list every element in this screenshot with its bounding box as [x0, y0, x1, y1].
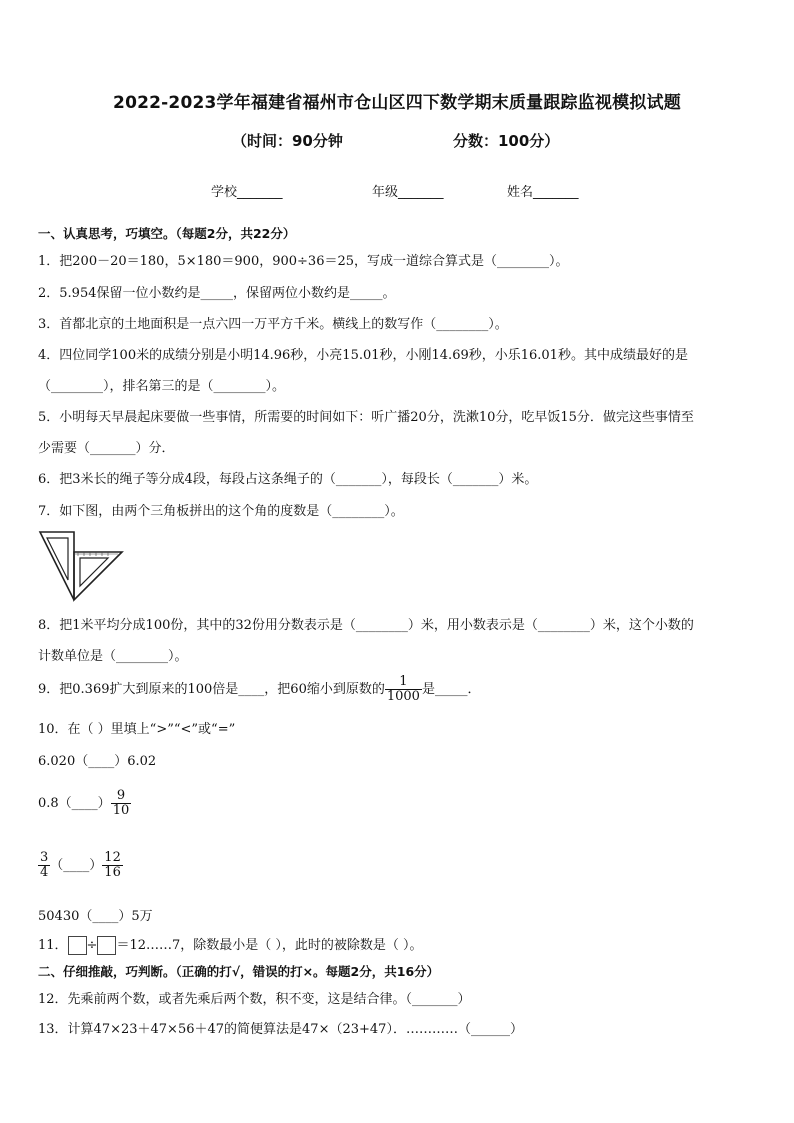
- question-4-line2: （________），排名第三的是（________）。: [38, 379, 286, 394]
- fraction-denominator: 4: [40, 865, 49, 880]
- question-11: [38, 934, 423, 955]
- question-10: 10．在（ ）里填上“>”“<”或“=”: [38, 722, 236, 737]
- question-6: 6．把3米长的绳子等分成4段，每段占这条绳子的（_______），每段长（_______）米。: [38, 472, 538, 487]
- question-10c-blank: （____）: [50, 858, 103, 873]
- question-12: 12．先乘前两个数，或者先乘后两个数，积不变，这是结合律。（_______）: [38, 992, 471, 1007]
- section2-heading: 二、仔细推敲，巧判断。（正确的打√，错误的打×。每题2分，共16分）: [38, 964, 440, 979]
- question-5-line2: 少需要（_______）分．: [38, 441, 175, 456]
- question-10d: 50430（____）5万: [38, 909, 153, 924]
- divide-sign: ÷: [86, 938, 98, 953]
- triangle-ruler-figure: [38, 530, 126, 602]
- question-8-line1: 8．把1米平均分成100份，其中的32份用分数表示是（________）米，用小数表示是（________）米，这个小数的: [38, 618, 694, 633]
- fraction-1-1000: [385, 675, 422, 705]
- question-4-line1: 4．四位同学100米的成绩分别是小明14.96秒，小亮15.01秒，小刚14.69秒，小乐16.01秒。其中成绩最好的是: [38, 348, 688, 363]
- question-11-number: 11．: [38, 938, 68, 953]
- exam-time: （时间：90分钟: [232, 132, 343, 150]
- question-2: 2．5.954保留一位小数约是_____，保留两位小数约是_____。: [38, 286, 396, 301]
- question-9-text: 9．把0.369扩大到原来的100倍是____，把60缩小到原数的: [38, 682, 385, 697]
- fraction-3-4: [38, 851, 50, 881]
- question-10c: [38, 845, 123, 887]
- question-13: 13．计算47×23＋47×56＋47的简便算法是47×（23+47）．…………（______）: [38, 1022, 523, 1037]
- blank-box[interactable]: [97, 936, 116, 955]
- question-1: 1．把200－20＝180，5×180＝900，900÷36＝25，写成一道综合算式是（________）。: [38, 254, 569, 269]
- fraction-numerator: 12: [104, 849, 121, 865]
- section1-heading: 一、认真思考，巧填空。（每题2分，共22分）: [38, 226, 296, 241]
- fraction-12-16: [102, 851, 123, 881]
- question-5-line1: 5．小明每天早晨起床要做一些事情，所需要的时间如下：听广播20分，洗漱10分，吃早饭15分．做完这些事情至: [38, 410, 694, 425]
- fraction-denominator: 1000: [386, 689, 420, 704]
- fraction-denominator: 10: [112, 803, 130, 818]
- exam-score: 分数：100分）: [453, 132, 560, 150]
- question-10a: 6.020（____）6.02: [38, 754, 157, 769]
- grade-field: 年级_______: [372, 185, 444, 200]
- blank-box[interactable]: [68, 936, 87, 955]
- question-11-text: ＝12……7，除数最小是（ ），此时的被除数是（ ）。: [116, 938, 423, 953]
- fraction-denominator: 16: [104, 865, 121, 880]
- question-3: 3．首都北京的土地面积是一点六四一万平方千米。横线上的数写作（________）。: [38, 317, 508, 332]
- page-title: 2022-2023学年福建省福州市仓山区四下数学期末质量跟踪监视模拟试题: [113, 93, 681, 113]
- question-9: [38, 672, 480, 708]
- name-field: 姓名_______: [507, 185, 579, 200]
- question-8-line2: 计数单位是（________）。: [38, 649, 188, 664]
- question-10b: [38, 783, 131, 825]
- school-field: 学校_______: [211, 185, 283, 200]
- fraction-numerator: 3: [40, 849, 49, 865]
- fraction-9-10: [111, 789, 132, 819]
- fraction-numerator: 9: [116, 787, 126, 803]
- fraction-numerator: 1: [399, 673, 408, 689]
- question-9-tail: 是_____．: [421, 682, 481, 697]
- question-10b-text: 0.8（____）: [38, 796, 111, 811]
- question-7: 7．如下图，由两个三角板拼出的这个角的度数是（________）。: [38, 504, 404, 519]
